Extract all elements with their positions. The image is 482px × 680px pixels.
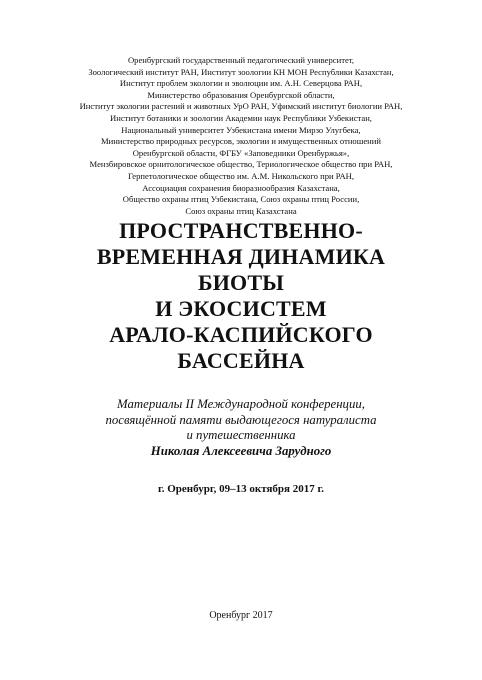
subtitle-line: Материалы II Международной конференции,	[117, 397, 365, 411]
honoree-name: Николая Алексеевича Зарудного	[150, 443, 332, 458]
organization-line: Институт ботаники и зоологии Академии наук Республики Узбекистан,	[110, 112, 372, 123]
organizations-list	[30, 55, 452, 217]
title-line: И ЭКОСИСТЕМ	[155, 296, 327, 321]
organization-line: Ассоциация сохранения биоразнообразия Казахстана,	[142, 182, 340, 193]
organization-line: Оренбургской области, ФГБУ «Заповедники Оренбуржья»,	[132, 147, 350, 158]
organization-line: Зоологический институт РАН, Институт зоологии КН МОН Республики Казахстан,	[88, 66, 394, 77]
title-line: АРАЛО-КАСПИЙСКОГО	[109, 322, 373, 347]
organization-line: Национальный университет Узбекистана имени Мирзо Улугбека,	[121, 124, 361, 135]
organization-line: Министерство образования Оренбургской области,	[147, 89, 335, 100]
conference-subtitle	[30, 397, 452, 459]
organization-line: Институт проблем экологии и эволюции им. А.Н. Северцова РАН,	[119, 78, 363, 89]
publication-place-year: Оренбург 2017	[209, 610, 273, 621]
title-line: БИОТЫ	[197, 270, 285, 295]
place-and-date: г. Оренбург, 09–13 октября 2017 г.	[158, 483, 324, 495]
organization-line: Мензбировское орнитологическое общество, Териологическое общество при РАН,	[89, 159, 393, 170]
document-title	[20, 218, 462, 374]
organization-line: Герпетологическое общество им. А.М. Никольского при РАН,	[127, 170, 355, 181]
title-line: ВРЕМЕННАЯ ДИНАМИКА	[96, 244, 386, 269]
title-line: ПРОСТРАНСТВЕННО-	[119, 218, 363, 243]
organization-line: Союз охраны птиц Казахстана	[185, 205, 297, 216]
organization-line: Министерство природных ресурсов, экологии и имущественных отношений	[101, 136, 381, 147]
title-line: БАССЕЙНА	[177, 348, 305, 373]
subtitle-line: и путешественника	[186, 428, 296, 442]
organization-line: Общество охраны птиц Узбекистана, Союз охраны птиц России,	[122, 194, 360, 205]
organization-line: Оренбургский государственный педагогический университет,	[127, 55, 355, 65]
subtitle-line: посвящённой памяти выдающегося натуралиста	[105, 412, 377, 427]
organization-line: Институт экологии растений и животных УрО РАН, Уфимский институт биологии РАН,	[79, 101, 403, 112]
